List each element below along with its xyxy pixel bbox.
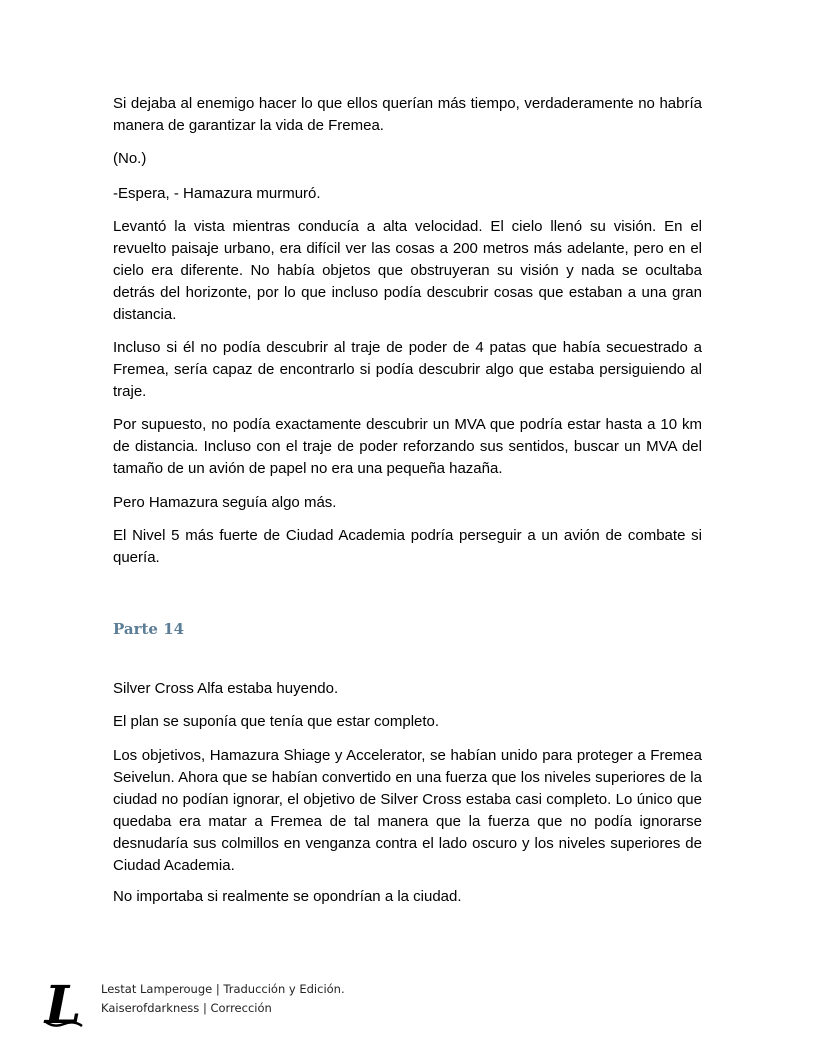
paragraph: No importaba si realmente se opondrían a la ciudad. [113, 888, 462, 905]
paragraph: Levantó la vista mientras conducía a alta velocidad. El cielo llenó su visión. En el revuelto paisaje urbano, era difícil ver las cosas a 200 metros más adelante, pero en el cielo era diferente. No había objetos que obstruyeran su visión y nada se ocultaba detrás del horizonte, por lo que incluso podía descubrir cosas que estaban a una gran distancia. [113, 218, 702, 323]
paragraph: (No.) [113, 150, 147, 167]
gothic-l-logo [40, 978, 86, 1030]
footer-credits [101, 980, 345, 1018]
paragraph: El Nivel 5 más fuerte de Ciudad Academia podría perseguir a un avión de combate si quería. [113, 527, 702, 566]
footer-line: Lestat Lamperouge | Traducción y Edición. [101, 982, 345, 996]
paragraph: Los objetivos, Hamazura Shiage y Accelerator, se habían unido para proteger a Fremea Seivelun. Ahora que se habían convertido en una fuerza que los niveles superiores de la ciudad no podían ignorar, el objetivo de Silver Cross estaba casi completo. Lo único que quedaba era matar a Fremea de tal manera que la fuerza que no podía ignorarse desnudaría sus colmillos en venganza contra el lado oscuro y los niveles superiores de Ciudad Academia. [113, 747, 702, 874]
paragraph: Incluso si él no podía descubrir al traje de poder de 4 patas que había secuestrado a Fremea, sería capaz de encontrarlo si podía descubrir algo que estaba persiguiendo al traje. [113, 339, 702, 400]
section-heading: Parte 14 [113, 620, 185, 638]
paragraph: El plan se suponía que tenía que estar completo. [113, 713, 440, 730]
paragraph: Si dejaba al enemigo hacer lo que ellos querían más tiempo, verdaderamente no habría manera de garantizar la vida de Fremea. [113, 95, 702, 134]
paragraph: Pero Hamazura seguía algo más. [113, 494, 337, 511]
logo-letter: L [44, 978, 82, 1030]
paragraph: Silver Cross Alfa estaba huyendo. [113, 680, 339, 697]
paragraph: -Espera, - Hamazura murmuró. [113, 185, 321, 202]
footer-line: Kaiserofdarkness | Corrección [101, 1001, 272, 1015]
paragraph: Por supuesto, no podía exactamente descubrir un MVA que podría estar hasta a 10 km de distancia. Incluso con el traje de poder reforzando sus sentidos, buscar un MVA del tamaño de un avión de papel no era una pequeña hazaña. [113, 416, 702, 477]
